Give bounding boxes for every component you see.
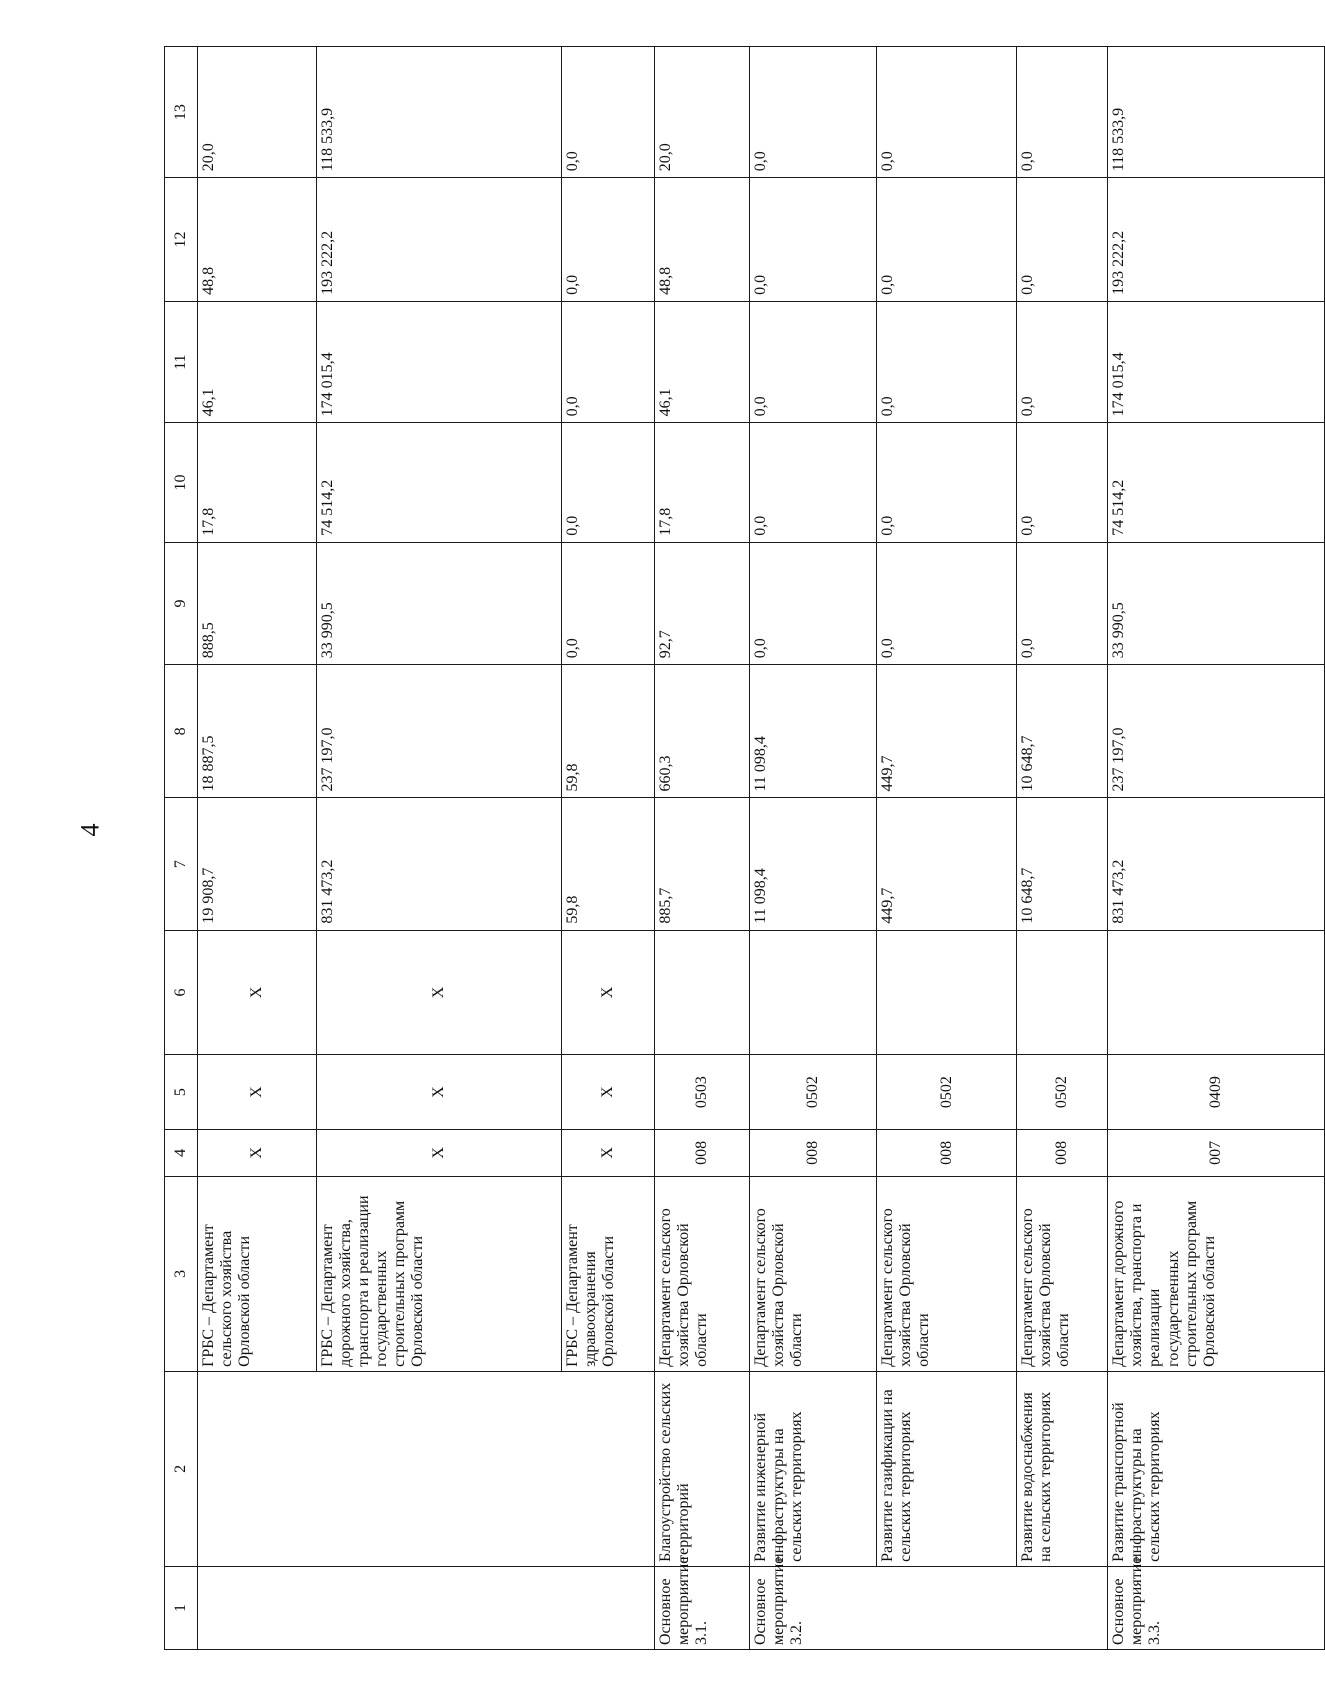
cell-value: 59,8 xyxy=(562,798,654,930)
cell-value: 0,0 xyxy=(750,423,877,542)
table-row xyxy=(198,47,316,1650)
cell-activity-name: Развитие транспортной инфраструктуры на сельских территориях xyxy=(1108,1371,1325,1566)
cell-value: 0,0 xyxy=(562,423,654,542)
cell-value: 174 015,4 xyxy=(1108,301,1325,423)
cell-activity: Основное мероприятие 3.2. xyxy=(750,1566,1108,1649)
table-row xyxy=(877,47,1017,1650)
column-number: 4 xyxy=(165,1129,198,1176)
cell-executor: ГРБС – Департамент сельского хозяйства Орловской области xyxy=(198,1176,316,1371)
table-row xyxy=(750,47,877,1650)
cell-executor: Департамент сельского хозяйства Орловской области xyxy=(1017,1176,1108,1371)
cell-value: 48,8 xyxy=(198,178,316,302)
column-number: 6 xyxy=(165,930,198,1055)
cell-value: 46,1 xyxy=(198,301,316,423)
cell-value: 20,0 xyxy=(198,47,316,178)
header-row xyxy=(165,47,198,1650)
cell-grbs-code: X xyxy=(316,1129,562,1176)
cell-activity-name: Развитие инженерной инфраструктуры на сельских территориях xyxy=(750,1371,877,1566)
cell-value: 0,0 xyxy=(877,301,1017,423)
cell-value: 0,0 xyxy=(1017,47,1108,178)
cell-value: 0,0 xyxy=(562,178,654,302)
page-number: 4 xyxy=(75,823,105,837)
cell-value: 74 514,2 xyxy=(1108,423,1325,542)
column-number: 1 xyxy=(165,1566,198,1649)
cell-empty xyxy=(198,1566,654,1649)
cell-grbs-code: 008 xyxy=(877,1129,1017,1176)
column-number: 12 xyxy=(165,178,198,302)
cell-value: 193 222,2 xyxy=(316,178,562,302)
column-number: 13 xyxy=(165,47,198,178)
cell-value: 11 098,4 xyxy=(750,798,877,930)
cell-value: 48,8 xyxy=(654,178,749,302)
cell-value: 11 098,4 xyxy=(750,665,877,798)
cell-value: 17,8 xyxy=(198,423,316,542)
cell-value: 46,1 xyxy=(654,301,749,423)
cell-value: 449,7 xyxy=(877,798,1017,930)
cell-target-code xyxy=(750,930,877,1055)
table-row xyxy=(654,47,749,1650)
table-row xyxy=(1017,47,1108,1650)
cell-value: 18 887,5 xyxy=(198,665,316,798)
cell-value: 0,0 xyxy=(1017,178,1108,302)
cell-value: 0,0 xyxy=(1017,542,1108,665)
cell-section-code: X xyxy=(198,1055,316,1130)
cell-value: 0,0 xyxy=(562,47,654,178)
cell-value: 0,0 xyxy=(562,542,654,665)
cell-executor: Департамент сельского хозяйства Орловской области xyxy=(654,1176,749,1371)
cell-activity-name: Развитие газификации на сельских территориях xyxy=(877,1371,1017,1566)
cell-executor: Департамент дорожного хозяйства, транспорта и реализации государственных строительных программ Орловской области xyxy=(1108,1176,1325,1371)
cell-value: 118 533,9 xyxy=(316,47,562,178)
cell-value: 0,0 xyxy=(877,423,1017,542)
cell-value: 193 222,2 xyxy=(1108,178,1325,302)
cell-target-code: X xyxy=(198,930,316,1055)
cell-value: 831 473,2 xyxy=(316,798,562,930)
column-number: 7 xyxy=(165,798,198,930)
cell-grbs-code: 007 xyxy=(1108,1129,1325,1176)
cell-section-code: X xyxy=(316,1055,562,1130)
cell-value: 33 990,5 xyxy=(1108,542,1325,665)
cell-target-code xyxy=(877,930,1017,1055)
cell-value: 0,0 xyxy=(750,47,877,178)
cell-value: 237 197,0 xyxy=(1108,665,1325,798)
cell-value: 174 015,4 xyxy=(316,301,562,423)
cell-value: 449,7 xyxy=(877,665,1017,798)
cell-value: 20,0 xyxy=(654,47,749,178)
cell-grbs-code: X xyxy=(198,1129,316,1176)
cell-grbs-code: X xyxy=(562,1129,654,1176)
cell-target-code xyxy=(1017,930,1108,1055)
cell-executor: ГРБС – Департамент дорожного хозяйства, транспорта и реализации государственных строительных программ Орловской области xyxy=(316,1176,562,1371)
column-number: 5 xyxy=(165,1055,198,1130)
cell-grbs-code: 008 xyxy=(654,1129,749,1176)
table-row xyxy=(1108,47,1325,1650)
cell-value: 237 197,0 xyxy=(316,665,562,798)
cell-section-code: 0409 xyxy=(1108,1055,1325,1130)
cell-target-code: X xyxy=(316,930,562,1055)
column-number: 3 xyxy=(165,1176,198,1371)
cell-value: 0,0 xyxy=(750,301,877,423)
cell-value: 0,0 xyxy=(877,47,1017,178)
cell-executor: Департамент сельского хозяйства Орловской области xyxy=(750,1176,877,1371)
cell-value: 17,8 xyxy=(654,423,749,542)
cell-section-code: 0502 xyxy=(750,1055,877,1130)
cell-target-code xyxy=(1108,930,1325,1055)
cell-executor: Департамент сельского хозяйства Орловской области xyxy=(877,1176,1017,1371)
cell-target-code: X xyxy=(562,930,654,1055)
cell-empty xyxy=(198,1371,654,1566)
cell-activity-name: Развитие водоснабжения на сельских территориях xyxy=(1017,1371,1108,1566)
cell-value: 0,0 xyxy=(877,542,1017,665)
cell-grbs-code: 008 xyxy=(1017,1129,1108,1176)
column-number: 11 xyxy=(165,301,198,423)
cell-value: 19 908,7 xyxy=(198,798,316,930)
cell-executor: ГРБС – Департамент здравоохранения Орловской области xyxy=(562,1176,654,1371)
cell-value: 0,0 xyxy=(562,301,654,423)
cell-value: 10 648,7 xyxy=(1017,798,1108,930)
column-number: 8 xyxy=(165,665,198,798)
budget-table xyxy=(164,46,1325,1650)
column-number: 9 xyxy=(165,542,198,665)
cell-value: 0,0 xyxy=(877,178,1017,302)
cell-activity: Основное мероприятие 3.1. xyxy=(654,1566,749,1649)
cell-grbs-code: 008 xyxy=(750,1129,877,1176)
cell-value: 0,0 xyxy=(750,542,877,665)
cell-value: 59,8 xyxy=(562,665,654,798)
cell-value: 92,7 xyxy=(654,542,749,665)
cell-value: 0,0 xyxy=(1017,301,1108,423)
cell-value: 118 533,9 xyxy=(1108,47,1325,178)
cell-value: 10 648,7 xyxy=(1017,665,1108,798)
cell-value: 74 514,2 xyxy=(316,423,562,542)
cell-target-code xyxy=(654,930,749,1055)
column-number: 2 xyxy=(165,1371,198,1566)
cell-value: 0,0 xyxy=(1017,423,1108,542)
column-number: 10 xyxy=(165,423,198,542)
cell-value: 888,5 xyxy=(198,542,316,665)
cell-value: 660,3 xyxy=(654,665,749,798)
cell-section-code: 0502 xyxy=(1017,1055,1108,1130)
cell-value: 885,7 xyxy=(654,798,749,930)
cell-activity-name: Благоустройство сельских территорий xyxy=(654,1371,749,1566)
cell-section-code: X xyxy=(562,1055,654,1130)
cell-section-code: 0503 xyxy=(654,1055,749,1130)
cell-value: 831 473,2 xyxy=(1108,798,1325,930)
cell-section-code: 0502 xyxy=(877,1055,1017,1130)
cell-activity: Основное мероприятие 3.3. xyxy=(1108,1566,1325,1649)
cell-value: 0,0 xyxy=(750,178,877,302)
cell-value: 33 990,5 xyxy=(316,542,562,665)
